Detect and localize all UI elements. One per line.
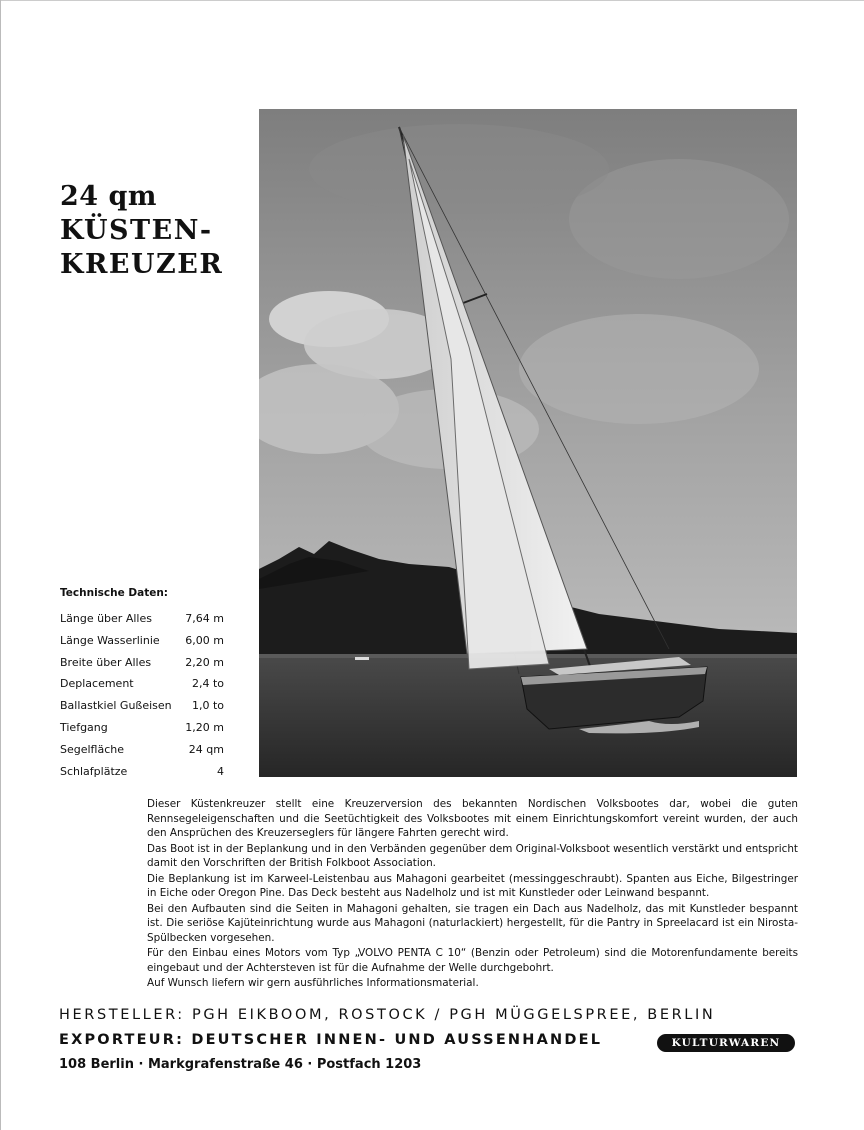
specs-heading: Technische Daten: (60, 587, 169, 599)
page-edge-left (0, 0, 1, 1130)
title-kreuzer: KREUZER (60, 249, 224, 280)
description-paragraph: Das Boot ist in der Beplankung und in den Verbänden gegenüber dem Original-Volksboot wesentlich verstärkt und entspricht damit den Vorschriften der British Folkboot Association. (147, 842, 798, 869)
spec-row (60, 717, 224, 739)
spec-row (60, 761, 224, 783)
spec-label: Segelfläche (60, 742, 125, 756)
spec-label: Schlafplätze (60, 764, 128, 778)
spec-label: Breite über Alles (60, 655, 152, 669)
page-title (60, 180, 223, 282)
sailboat-photo (259, 109, 797, 777)
description-paragraph: Bei den Aufbauten sind die Seiten in Mahagoni gehalten, sie tragen ein Dach aus Nadelholz, das mit Kunstleder bespannt ist. Die seriöse Kajüteinrichtung wurde aus Mahagoni (naturlackiert) hergestellt, für die Pantry in Spreelacard ist ein Nirosta-Spülbecken vorgesehen. (147, 902, 798, 944)
description-paragraph: Auf Wunsch liefern wir gern ausführliches Informationsmaterial. (147, 977, 479, 989)
description (147, 797, 798, 992)
spec-row (60, 739, 224, 761)
spec-value: 2,4 to (191, 677, 224, 691)
spec-row (60, 673, 224, 695)
spec-row (60, 652, 224, 674)
description-paragraph: Dieser Küstenkreuzer stellt eine Kreuzerversion des bekannten Nordischen Volksbootes dar, wobei die guten Rennsegeleigenschaften und die Seetüchtigkeit des Volksbootes mit einem Einrichtungskomfort vereint wurden, der auch den Ansprüchen des Kreuzerseglers für längere Fahrten gerecht wird. (147, 798, 798, 839)
address-line: 108 Berlin · Markgrafenstraße 46 · Postfach 1203 (59, 1057, 422, 1072)
spec-value: 6,00 m (185, 633, 224, 647)
sailboat-illustration (259, 109, 797, 777)
technical-data (60, 587, 224, 782)
spec-row (60, 695, 224, 717)
kulturwaren-logo (657, 1034, 795, 1052)
spec-row (60, 608, 224, 630)
spec-value: 7,64 m (185, 612, 224, 625)
title-kuesten: KÜSTEN- (60, 215, 213, 246)
spec-row (60, 630, 224, 652)
description-paragraph: Für den Einbau eines Motors vom Typ „VOLVO PENTA C 10“ (Benzin oder Petroleum) sind die Motorenfundamente bereits eingebaut und der Achtersteven ist für die Aufnahme der Welle durchgebohrt. (147, 947, 798, 974)
spec-label: Länge über Alles (60, 612, 152, 625)
exporter-line: EXPORTEUR: DEUTSCHER INNEN- UND AUSSENHANDEL (59, 1032, 603, 1048)
spec-label: Deplacement (60, 677, 134, 691)
manufacturer-line: HERSTELLER: PGH EIKBOOM, ROSTOCK / PGH MÜGGELSPREE, BERLIN (59, 1007, 716, 1023)
title-size: 24 qm (60, 181, 157, 212)
spec-label: Länge Wasserlinie (60, 633, 160, 647)
description-paragraph: Die Beplankung ist im Karweel-Leistenbau aus Mahagoni gearbeitet (messinggeschraubt). Spanten aus Eiche, Bilgestringer in Eiche oder Oregon Pine. Das Deck besteht aus Nadelholz und ist mit Kunstleder oder Leinwand bespannt. (147, 872, 798, 899)
spec-value: 1,0 to (191, 699, 224, 713)
page-edge-top (0, 0, 864, 1)
logo-text: KULTURWAREN (671, 1037, 781, 1049)
spec-value: 1,20 m (185, 720, 224, 734)
spec-value: 2,20 m (185, 655, 224, 669)
spec-value: 4 (217, 764, 224, 778)
spec-value: 24 qm (188, 742, 224, 756)
spec-label: Tiefgang (60, 720, 108, 734)
spec-label: Ballastkiel Gußeisen (60, 699, 172, 713)
